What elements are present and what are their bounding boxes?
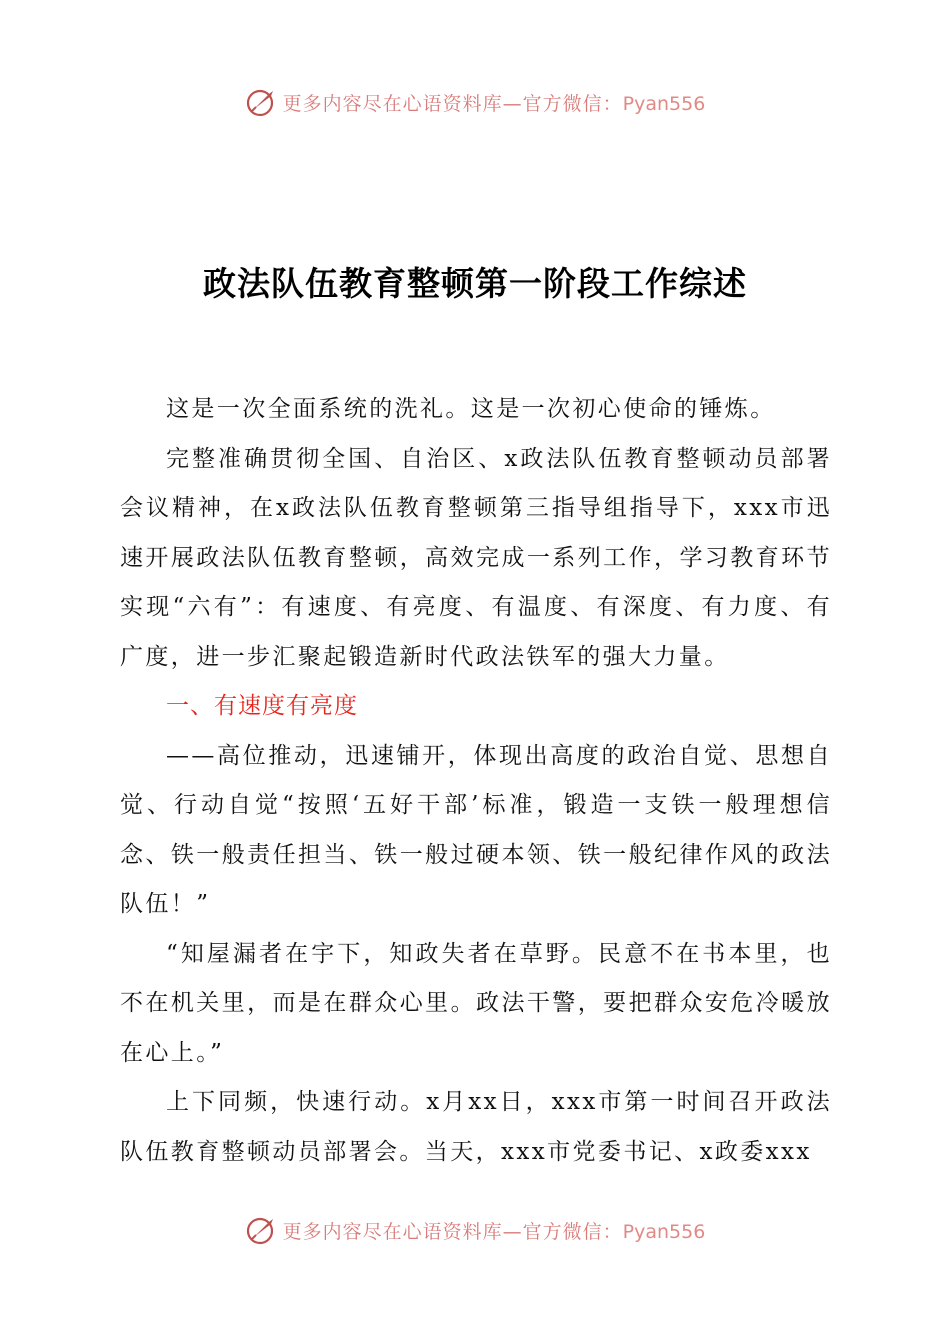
paragraph: 这是一次全面系统的洗礼。这是一次初心使命的锤炼。 xyxy=(166,396,776,422)
document-body xyxy=(120,385,832,1177)
footer-watermark xyxy=(0,1208,950,1252)
paragraph: 完整准确贯彻全国、自治区、x政法队伍教育整顿动员部署会议精神，在x政法队伍教育整顿第三指导组指导下，xxx市迅速开展政法队伍教育整顿，高效完成一系列工作，学习教育环节实现“六有”：有速度、有亮度、有温度、有深度、有力度、有广度，进一步汇聚起锻造新时代政法铁军的强大力量。 xyxy=(120,445,832,670)
header-watermark xyxy=(0,80,950,124)
watermark-wechat-id: Pyan556 xyxy=(622,92,706,115)
pen-logo-icon xyxy=(245,1213,279,1247)
watermark-text: 更多内容尽在心语资料库—官方微信：Pyan556 xyxy=(282,92,706,115)
document-title: 政法队伍教育整顿第一阶段工作综述 xyxy=(203,264,747,303)
watermark-wechat-id: Pyan556 xyxy=(622,1220,706,1243)
paragraph: “知屋漏者在宇下，知政失者在草野。民意不在书本里，也不在机关里，而是在群众心里。政法干警，要把群众安危冷暖放在心上。” xyxy=(120,940,832,1066)
pen-logo-icon xyxy=(245,85,279,119)
paragraph: 上下同频，快速行动。x月xx日，xxx市第一时间召开政法队伍教育整顿动员部署会。当天，xxx市党委书记、x政委xxx xyxy=(120,1089,832,1165)
watermark-text: 更多内容尽在心语资料库—官方微信：Pyan556 xyxy=(282,1220,706,1243)
section-heading: 一、有速度有亮度 xyxy=(166,693,358,719)
paragraph: ——高位推动，迅速铺开，体现出高度的政治自觉、思想自觉、行动自觉“按照‘五好干部’标准，锻造一支铁一般理想信念、铁一般责任担当、铁一般过硬本领、铁一般纪律作风的政法队伍！” xyxy=(120,742,832,917)
